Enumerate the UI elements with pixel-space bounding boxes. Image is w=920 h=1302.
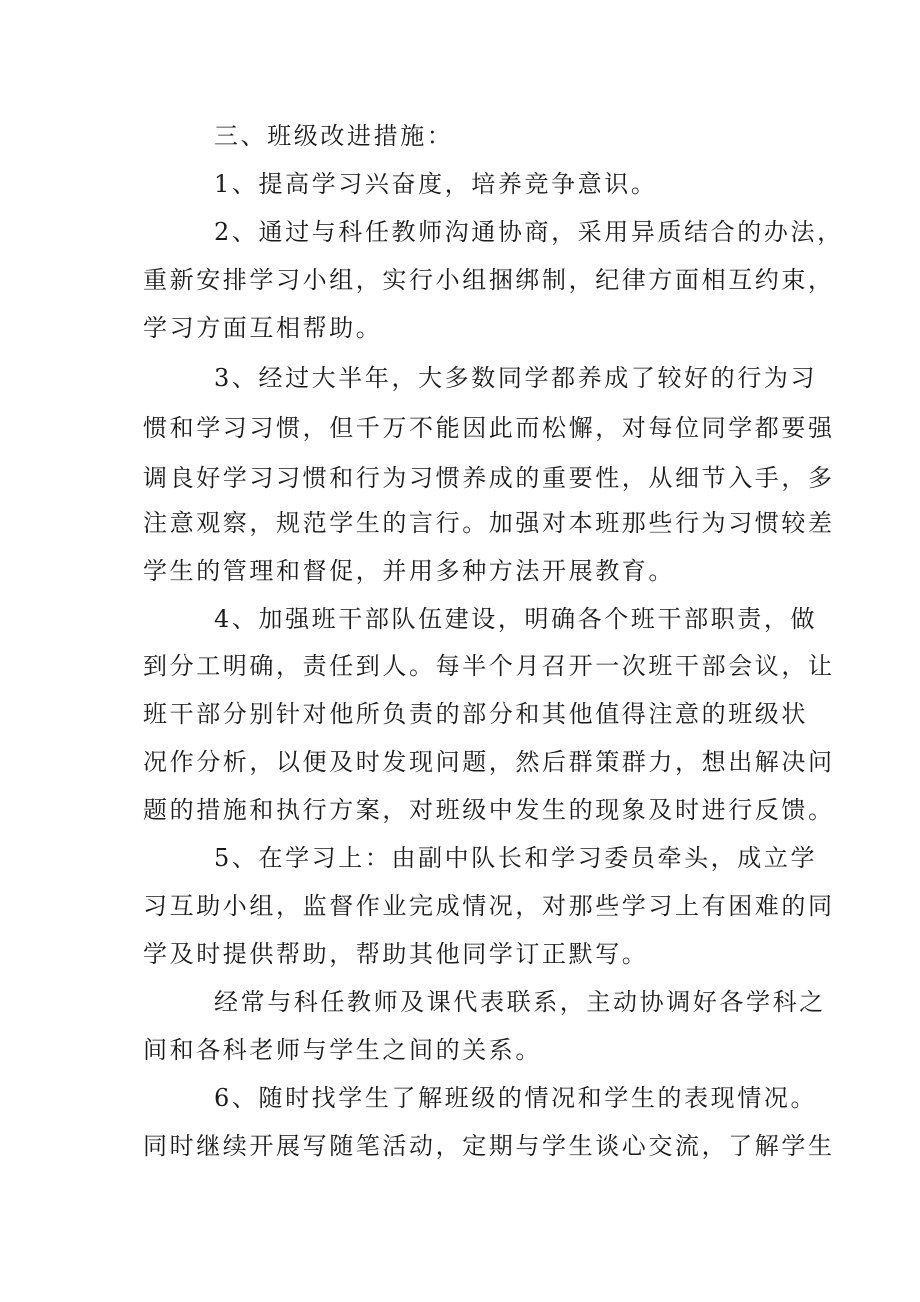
paragraph-line: 调良好学习习惯和行为习惯养成的重要性，从细节入手，多	[143, 464, 835, 492]
paragraph-line: 重新安排学习小组，实行小组捆绑制，纪律方面相互约束，	[143, 266, 835, 294]
paragraph-line: 题的措施和执行方案，对班级中发生的现象及时进行反馈。	[143, 796, 835, 824]
paragraph-line: 学生的管理和督促，并用多种方法开展教育。	[143, 557, 675, 585]
paragraph-line: 习互助小组，监督作业完成情况，对那些学习上有困难的同	[143, 892, 835, 920]
paragraph-line: 经常与科任教师及课代表联系，主动协调好各学科之	[214, 988, 826, 1016]
paragraph-line: 4、加强班干部队伍建设，明确各个班干部职责，做	[214, 605, 818, 633]
paragraph-line: 2、通过与科任教师沟通协商，采用异质结合的办法，	[214, 218, 844, 246]
paragraph-line: 学习方面互相帮助。	[143, 314, 383, 342]
paragraph-line: 5、在学习上：由副中队长和学习委员牵头，成立学	[214, 844, 818, 872]
paragraph-line: 注意观察，规范学生的言行。加强对本班那些行为习惯较差	[143, 509, 835, 537]
section-heading: 三、班级改进措施：	[214, 122, 454, 150]
paragraph-line: 惯和学习习惯，但千万不能因此而松懈，对每位同学都要强	[143, 414, 835, 442]
paragraph-line: 1、提高学习兴奋度，培养竞争意识。	[214, 170, 658, 198]
paragraph-line: 班干部分别针对他所负责的部分和其他值得注意的班级状	[143, 700, 808, 728]
paragraph-line: 同时继续开展写随笔活动，定期与学生谈心交流，了解学生	[143, 1132, 835, 1160]
paragraph-line: 学及时提供帮助，帮助其他同学订正默写。	[143, 940, 649, 968]
paragraph-line: 况作分析，以便及时发现问题，然后群策群力，想出解决问	[143, 748, 835, 776]
paragraph-line: 间和各科老师与学生之间的关系。	[143, 1036, 542, 1064]
paragraph-line: 到分工明确，责任到人。每半个月召开一次班干部会议，让	[143, 652, 835, 680]
paragraph-line: 3、经过大半年，大多数同学都养成了较好的行为习	[214, 364, 818, 392]
paragraph-line: 6、随时找学生了解班级的情况和学生的表现情况。	[214, 1084, 818, 1112]
